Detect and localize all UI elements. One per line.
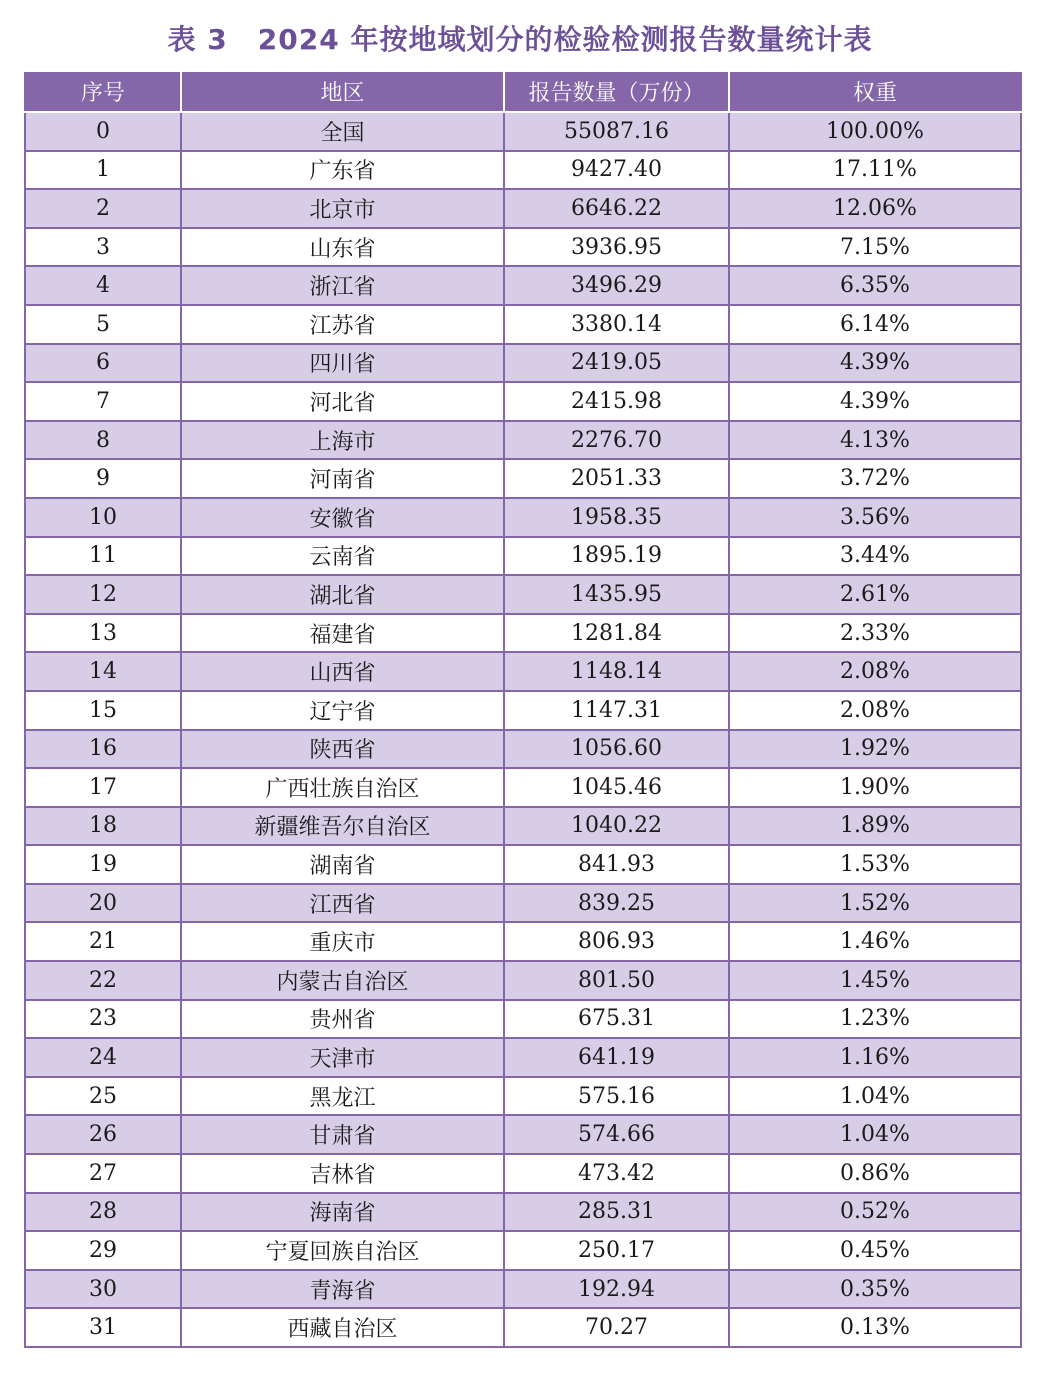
table-row [25,1115,1021,1154]
cell-region: 吉林省 [181,1154,504,1193]
table-row [25,652,1021,691]
stats-table-container [24,72,1020,1348]
table-title [0,18,1040,62]
cell-index: 17 [25,768,181,807]
cell-index: 0 [25,112,181,151]
cell-index: 11 [25,537,181,576]
cell-region: 山东省 [181,228,504,267]
cell-region: 云南省 [181,537,504,576]
cell-region: 广西壮族自治区 [181,768,504,807]
cell-weight: 3.44% [729,537,1021,576]
cell-index: 2 [25,189,181,228]
cell-index: 26 [25,1115,181,1154]
cell-weight: 1.53% [729,845,1021,884]
cell-weight: 1.46% [729,922,1021,961]
cell-report-count: 575.16 [504,1077,729,1116]
cell-index: 5 [25,305,181,344]
cell-region: 陕西省 [181,730,504,769]
cell-index: 27 [25,1154,181,1193]
cell-weight: 2.08% [729,652,1021,691]
table-row [25,845,1021,884]
cell-report-count: 1281.84 [504,614,729,653]
table-row [25,228,1021,267]
cell-weight: 7.15% [729,228,1021,267]
cell-report-count: 3380.14 [504,305,729,344]
cell-region: 青海省 [181,1270,504,1309]
cell-region: 天津市 [181,1038,504,1077]
cell-weight: 0.35% [729,1270,1021,1309]
cell-index: 15 [25,691,181,730]
header-report-count: 报告数量（万份） [504,72,729,112]
cell-report-count: 574.66 [504,1115,729,1154]
cell-weight: 2.61% [729,575,1021,614]
cell-index: 25 [25,1077,181,1116]
table-row [25,961,1021,1000]
cell-report-count: 839.25 [504,884,729,923]
cell-region: 四川省 [181,344,504,383]
table-row [25,151,1021,190]
cell-region: 河南省 [181,459,504,498]
cell-weight: 0.52% [729,1193,1021,1232]
cell-region: 海南省 [181,1193,504,1232]
table-row [25,459,1021,498]
cell-region: 江苏省 [181,305,504,344]
cell-report-count: 473.42 [504,1154,729,1193]
cell-report-count: 2419.05 [504,344,729,383]
stats-table [24,72,1022,1348]
table-row [25,189,1021,228]
cell-index: 19 [25,845,181,884]
table-row [25,807,1021,846]
cell-index: 12 [25,575,181,614]
cell-weight: 6.14% [729,305,1021,344]
cell-index: 31 [25,1308,181,1347]
cell-region: 广东省 [181,151,504,190]
cell-report-count: 70.27 [504,1308,729,1347]
header-weight: 权重 [729,72,1021,112]
table-row [25,575,1021,614]
cell-region: 安徽省 [181,498,504,537]
table-row [25,421,1021,460]
cell-region: 北京市 [181,189,504,228]
cell-report-count: 2276.70 [504,421,729,460]
cell-region: 新疆维吾尔自治区 [181,807,504,846]
table-row [25,730,1021,769]
cell-report-count: 6646.22 [504,189,729,228]
table-row [25,1154,1021,1193]
table-row [25,1270,1021,1309]
table-row [25,1308,1021,1347]
cell-report-count: 9427.40 [504,151,729,190]
cell-region: 宁夏回族自治区 [181,1231,504,1270]
cell-index: 3 [25,228,181,267]
cell-report-count: 2051.33 [504,459,729,498]
cell-index: 14 [25,652,181,691]
cell-weight: 1.04% [729,1077,1021,1116]
cell-weight: 4.39% [729,344,1021,383]
cell-weight: 3.72% [729,459,1021,498]
cell-region: 西藏自治区 [181,1308,504,1347]
cell-report-count: 1148.14 [504,652,729,691]
cell-region: 浙江省 [181,266,504,305]
table-row [25,498,1021,537]
cell-weight: 17.11% [729,151,1021,190]
table-row [25,614,1021,653]
cell-weight: 2.08% [729,691,1021,730]
cell-weight: 0.86% [729,1154,1021,1193]
table-number: 表 3 [167,23,228,56]
cell-region: 福建省 [181,614,504,653]
cell-index: 30 [25,1270,181,1309]
cell-weight: 0.45% [729,1231,1021,1270]
cell-weight: 2.33% [729,614,1021,653]
cell-report-count: 1435.95 [504,575,729,614]
cell-region: 山西省 [181,652,504,691]
cell-report-count: 801.50 [504,961,729,1000]
cell-region: 甘肃省 [181,1115,504,1154]
cell-index: 4 [25,266,181,305]
header-row [25,72,1021,112]
cell-index: 9 [25,459,181,498]
cell-region: 河北省 [181,382,504,421]
cell-weight: 1.89% [729,807,1021,846]
table-caption: 2024 年按地域划分的检验检测报告数量统计表 [257,23,873,56]
header-region: 地区 [181,72,504,112]
cell-report-count: 55087.16 [504,112,729,151]
cell-index: 1 [25,151,181,190]
cell-weight: 1.92% [729,730,1021,769]
header-index: 序号 [25,72,181,112]
cell-report-count: 806.93 [504,922,729,961]
table-row [25,112,1021,151]
cell-weight: 4.13% [729,421,1021,460]
cell-index: 22 [25,961,181,1000]
cell-region: 内蒙古自治区 [181,961,504,1000]
cell-index: 20 [25,884,181,923]
cell-region: 重庆市 [181,922,504,961]
cell-index: 23 [25,1000,181,1039]
cell-index: 7 [25,382,181,421]
cell-weight: 100.00% [729,112,1021,151]
cell-weight: 3.56% [729,498,1021,537]
cell-report-count: 841.93 [504,845,729,884]
table-row [25,537,1021,576]
cell-region: 全国 [181,112,504,151]
cell-report-count: 2415.98 [504,382,729,421]
cell-weight: 12.06% [729,189,1021,228]
cell-weight: 6.35% [729,266,1021,305]
cell-report-count: 641.19 [504,1038,729,1077]
table-row [25,1077,1021,1116]
cell-weight: 1.23% [729,1000,1021,1039]
cell-index: 13 [25,614,181,653]
cell-weight: 1.04% [729,1115,1021,1154]
table-body [25,112,1021,1347]
cell-report-count: 1056.60 [504,730,729,769]
cell-weight: 1.16% [729,1038,1021,1077]
cell-report-count: 1040.22 [504,807,729,846]
cell-weight: 4.39% [729,382,1021,421]
cell-report-count: 250.17 [504,1231,729,1270]
table-row [25,344,1021,383]
table-row [25,884,1021,923]
cell-region: 贵州省 [181,1000,504,1039]
table-row [25,768,1021,807]
table-row [25,1000,1021,1039]
table-row [25,691,1021,730]
cell-index: 28 [25,1193,181,1232]
cell-index: 6 [25,344,181,383]
table-row [25,382,1021,421]
cell-report-count: 3936.95 [504,228,729,267]
cell-index: 29 [25,1231,181,1270]
cell-weight: 1.45% [729,961,1021,1000]
cell-index: 18 [25,807,181,846]
cell-region: 黑龙江 [181,1077,504,1116]
cell-report-count: 192.94 [504,1270,729,1309]
cell-report-count: 1147.31 [504,691,729,730]
cell-region: 辽宁省 [181,691,504,730]
cell-report-count: 285.31 [504,1193,729,1232]
table-row [25,266,1021,305]
cell-report-count: 3496.29 [504,266,729,305]
table-row [25,1193,1021,1232]
cell-index: 21 [25,922,181,961]
cell-weight: 1.90% [729,768,1021,807]
cell-index: 16 [25,730,181,769]
cell-index: 10 [25,498,181,537]
cell-region: 湖南省 [181,845,504,884]
table-row [25,1231,1021,1270]
table-row [25,1038,1021,1077]
cell-weight: 1.52% [729,884,1021,923]
cell-index: 24 [25,1038,181,1077]
cell-region: 上海市 [181,421,504,460]
table-row [25,922,1021,961]
cell-weight: 0.13% [729,1308,1021,1347]
cell-report-count: 1958.35 [504,498,729,537]
cell-report-count: 1045.46 [504,768,729,807]
cell-region: 江西省 [181,884,504,923]
table-row [25,305,1021,344]
cell-report-count: 675.31 [504,1000,729,1039]
cell-report-count: 1895.19 [504,537,729,576]
cell-region: 湖北省 [181,575,504,614]
cell-index: 8 [25,421,181,460]
